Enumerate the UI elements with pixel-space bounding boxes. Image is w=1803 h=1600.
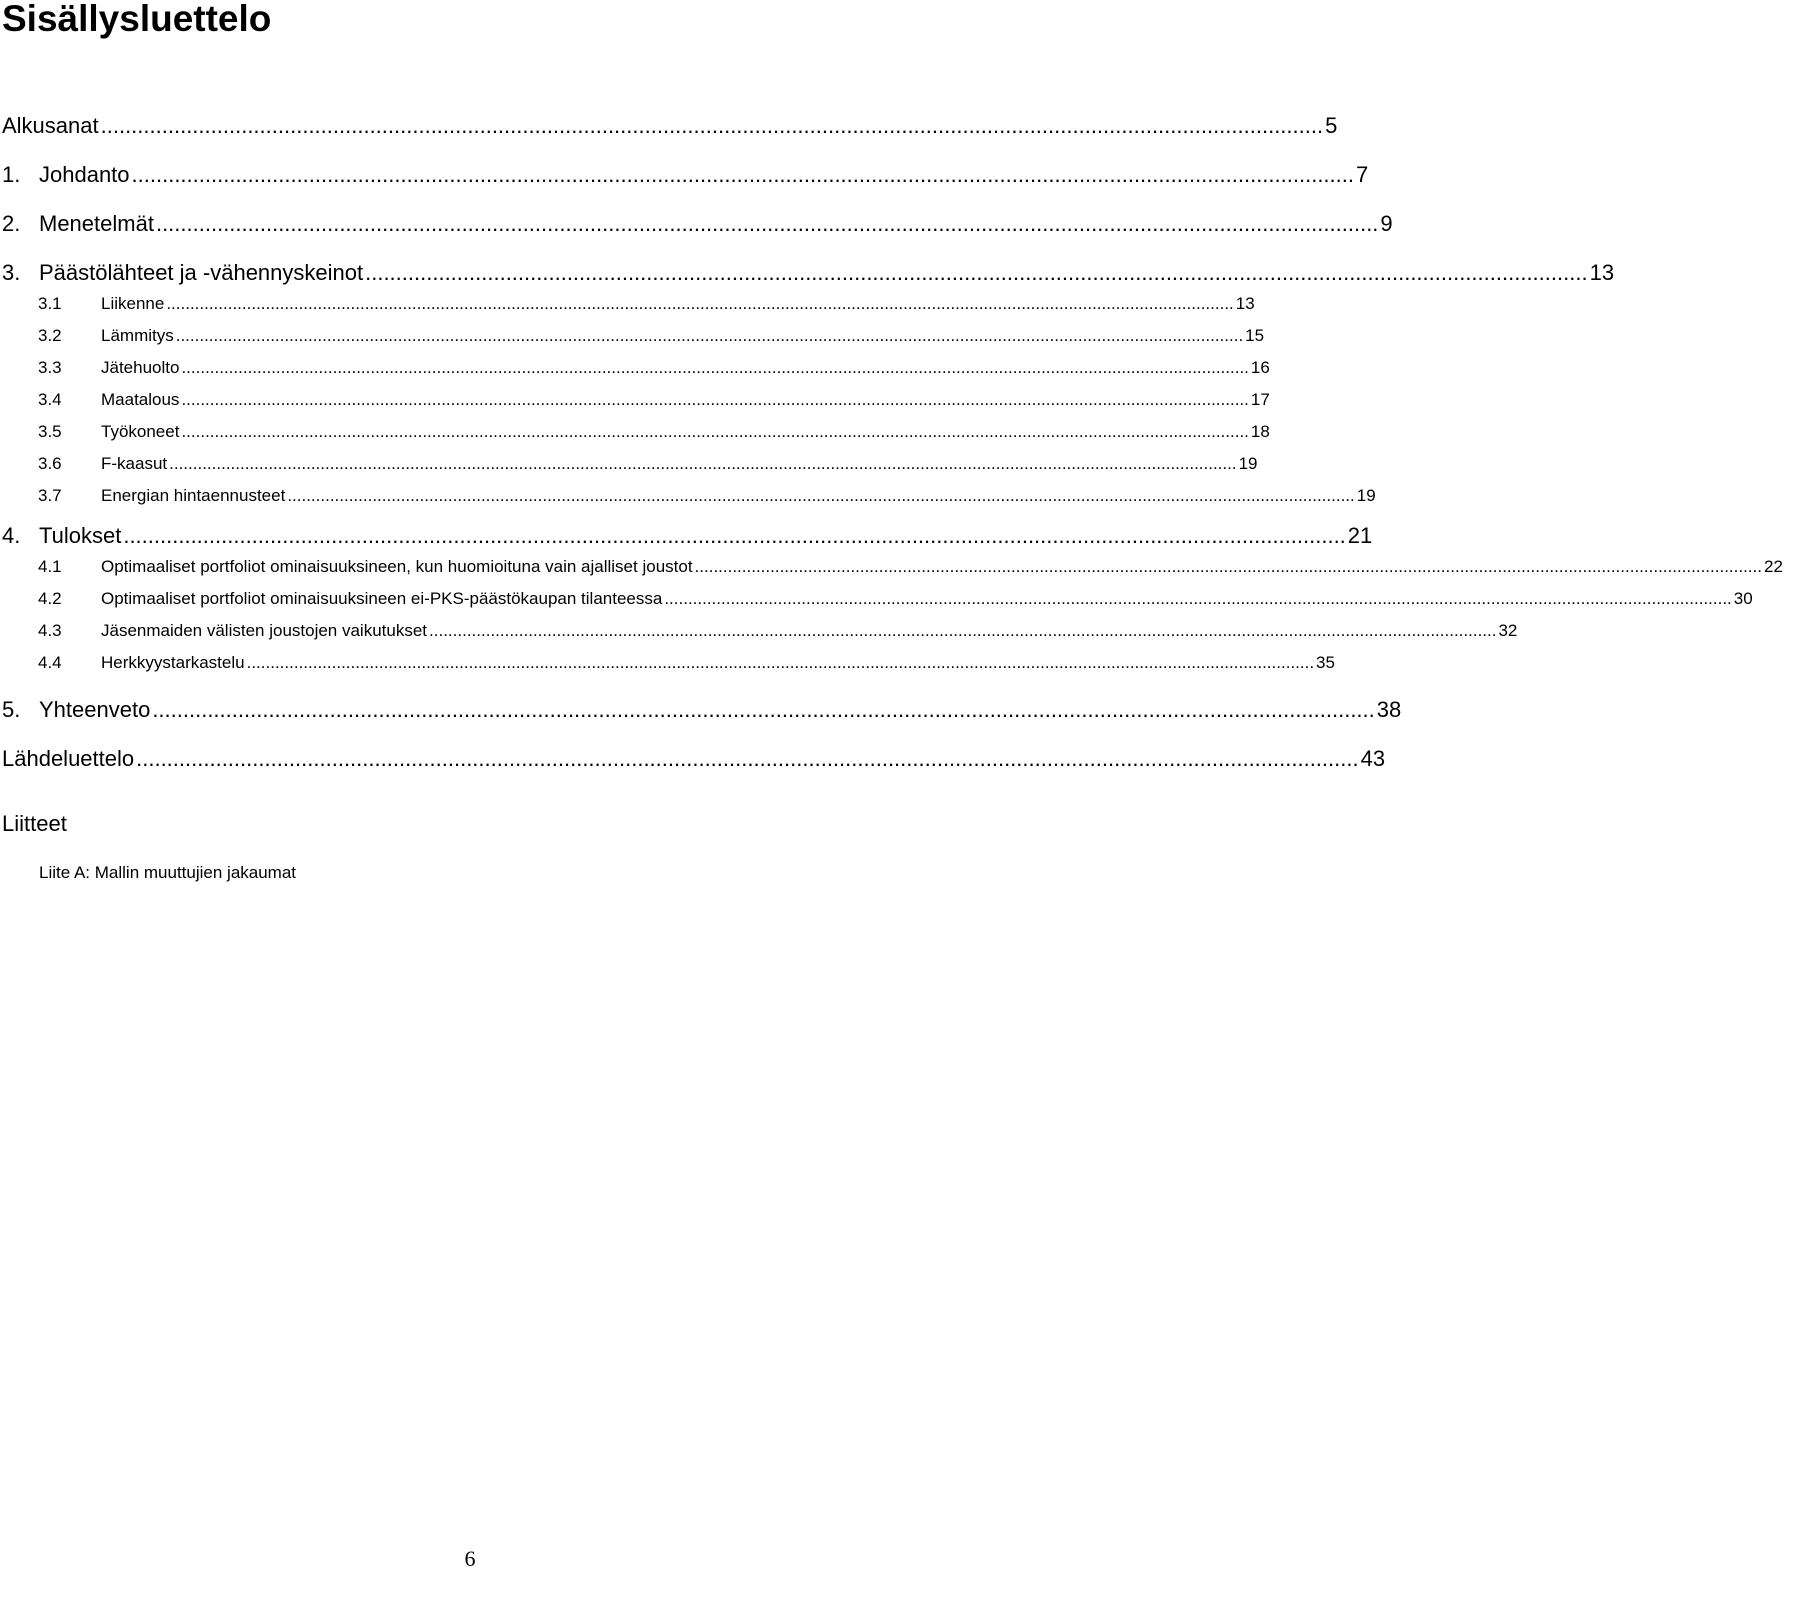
toc-entry-4-1[interactable]	[0, 557, 1783, 581]
toc-entry-label: Lähdeluettelo	[2, 746, 135, 771]
toc-entry-label: Herkkyystarkastelu	[101, 653, 245, 672]
toc-entry-number: 3.3	[38, 358, 62, 377]
toc-entry-johdanto[interactable]	[0, 162, 1369, 192]
toc-leader-dots: ........................................................................................................................................................................................................	[365, 260, 1588, 285]
toc-entry-paastolahteet[interactable]	[0, 260, 1615, 290]
toc-entry-page: 18	[1250, 422, 1270, 441]
toc-leader-dots: ..................................................................................................................................................................................................................................	[694, 557, 1762, 576]
toc-entry-lahdeluettelo[interactable]	[0, 746, 1386, 776]
toc-entry-label: Yhteenveto	[39, 697, 151, 722]
toc-entry-page: 13	[1235, 294, 1255, 313]
toc-entry-label: Jäsenmaiden välisten joustojen vaikutukset	[101, 621, 428, 640]
toc-entry-page: 22	[1763, 557, 1783, 576]
toc-entry-label: Liikenne	[101, 294, 165, 313]
toc-leader-dots: ..................................................................................................................................................................................................................................	[166, 294, 1234, 313]
toc-entry-page: 35	[1316, 653, 1335, 672]
toc-leader-dots: ........................................................................................................................................................................................................	[100, 113, 1324, 138]
toc-entry-3-5[interactable]	[0, 422, 1270, 446]
toc-entry-page: 43	[1360, 746, 1386, 771]
toc-entry-alkusanat[interactable]	[0, 113, 1338, 143]
toc-entry-label: Jätehuolto	[101, 358, 180, 377]
page-number: 6	[464, 1546, 476, 1571]
toc-entry-3-7[interactable]	[0, 486, 1376, 510]
toc-leader-dots: ..................................................................................................................................................................................................................................	[246, 653, 1315, 672]
toc-leader-dots: ..................................................................................................................................................................................................................................	[181, 358, 1249, 377]
toc-entry-label: Tulokset	[39, 523, 122, 548]
toc-entry-number: 3.1	[38, 294, 62, 313]
toc-entry-page: 32	[1498, 621, 1518, 640]
toc-leader-dots: ........................................................................................................................................................................................................	[131, 162, 1354, 187]
toc-entry-label: Alkusanat	[2, 113, 99, 138]
toc-entry-3-6[interactable]	[0, 454, 1258, 478]
toc-leader-dots: ..................................................................................................................................................................................................................................	[181, 390, 1249, 409]
page-title: Sisällysluettelo	[2, 0, 272, 39]
toc-entry-label: Energian hintaennusteet	[101, 486, 286, 505]
toc-entry-label: F-kaasut	[101, 454, 168, 473]
toc-entry-number: 3.5	[38, 422, 62, 441]
toc-entry-page: 21	[1347, 523, 1373, 548]
toc-entry-4-2[interactable]	[0, 589, 1753, 613]
toc-entry-number: 3.4	[38, 390, 62, 409]
toc-leader-dots: ........................................................................................................................................................................................................	[136, 746, 1359, 771]
toc-leader-dots: ..................................................................................................................................................................................................................................	[169, 454, 1237, 473]
toc-entry-number: 3.	[2, 260, 21, 285]
toc-entry-label: Päästölähteet ja -vähennyskeinot	[39, 260, 364, 285]
toc-entry-yhteenveto[interactable]	[0, 697, 1402, 727]
toc-entry-page: 17	[1250, 390, 1270, 409]
toc-entry-number: 4.4	[38, 653, 62, 672]
toc-entry-menetelmat[interactable]	[0, 211, 1393, 241]
appendix-item[interactable]: Liite A: Mallin muuttujien jakaumat	[39, 863, 297, 882]
toc-entry-label: Optimaaliset portfoliot ominaisuuksineen ei-PKS-päästökaupan tilanteessa	[101, 589, 663, 608]
toc-entry-number: 4.2	[38, 589, 62, 608]
toc-entry-number: 2.	[2, 211, 21, 236]
toc-entry-number: 1.	[2, 162, 21, 187]
toc-leader-dots: ..................................................................................................................................................................................................................................	[287, 486, 1355, 505]
toc-entry-3-4[interactable]	[0, 390, 1270, 414]
toc-entry-page: 9	[1380, 211, 1393, 236]
toc-entry-page: 7	[1356, 162, 1369, 187]
toc-entry-page: 30	[1733, 589, 1753, 608]
toc-leader-dots: ..................................................................................................................................................................................................................................	[181, 422, 1249, 441]
toc-entry-page: 19	[1356, 486, 1376, 505]
toc-entry-number: 4.	[2, 523, 21, 548]
toc-entry-label: Maatalous	[101, 390, 180, 409]
toc-leader-dots: ..................................................................................................................................................................................................................................	[664, 589, 1732, 608]
toc-entry-number: 3.6	[38, 454, 62, 473]
toc-entry-page: 13	[1589, 260, 1615, 285]
toc-entry-3-3[interactable]	[0, 358, 1270, 382]
toc-leader-dots: ..................................................................................................................................................................................................................................	[175, 326, 1244, 345]
toc-entry-page: 38	[1376, 697, 1402, 722]
toc-entry-label: Työkoneet	[101, 422, 180, 441]
toc-entry-number: 3.7	[38, 486, 62, 505]
toc-entry-page: 19	[1238, 454, 1258, 473]
toc-entry-label: Lämmitys	[101, 326, 174, 345]
toc-entry-tulokset[interactable]	[0, 523, 1373, 553]
toc-entry-number: 4.3	[38, 621, 62, 640]
toc-entry-3-2[interactable]	[0, 326, 1265, 350]
toc-entry-page: 5	[1325, 113, 1338, 138]
toc-leader-dots: ........................................................................................................................................................................................................	[152, 697, 1375, 722]
toc-entry-label: Optimaaliset portfoliot ominaisuuksineen, kun huomioituna vain ajalliset joustot	[101, 557, 693, 576]
appendix-heading: Liitteet	[2, 811, 67, 836]
toc-leader-dots: ........................................................................................................................................................................................................	[123, 523, 1346, 548]
toc-entry-number: 5.	[2, 697, 21, 722]
toc-entry-label: Johdanto	[39, 162, 130, 187]
toc-entry-label: Menetelmät	[39, 211, 154, 236]
toc-entry-4-4[interactable]	[0, 653, 1335, 677]
toc-entry-page: 16	[1250, 358, 1270, 377]
toc-entry-number: 4.1	[38, 557, 62, 576]
toc-entry-4-3[interactable]	[0, 621, 1518, 645]
toc-entry-page: 15	[1245, 326, 1265, 345]
toc-leader-dots: ........................................................................................................................................................................................................	[155, 211, 1379, 236]
toc-leader-dots: ..................................................................................................................................................................................................................................	[429, 621, 1497, 640]
toc-entry-number: 3.2	[38, 326, 62, 345]
toc-entry-3-1[interactable]	[0, 294, 1255, 318]
